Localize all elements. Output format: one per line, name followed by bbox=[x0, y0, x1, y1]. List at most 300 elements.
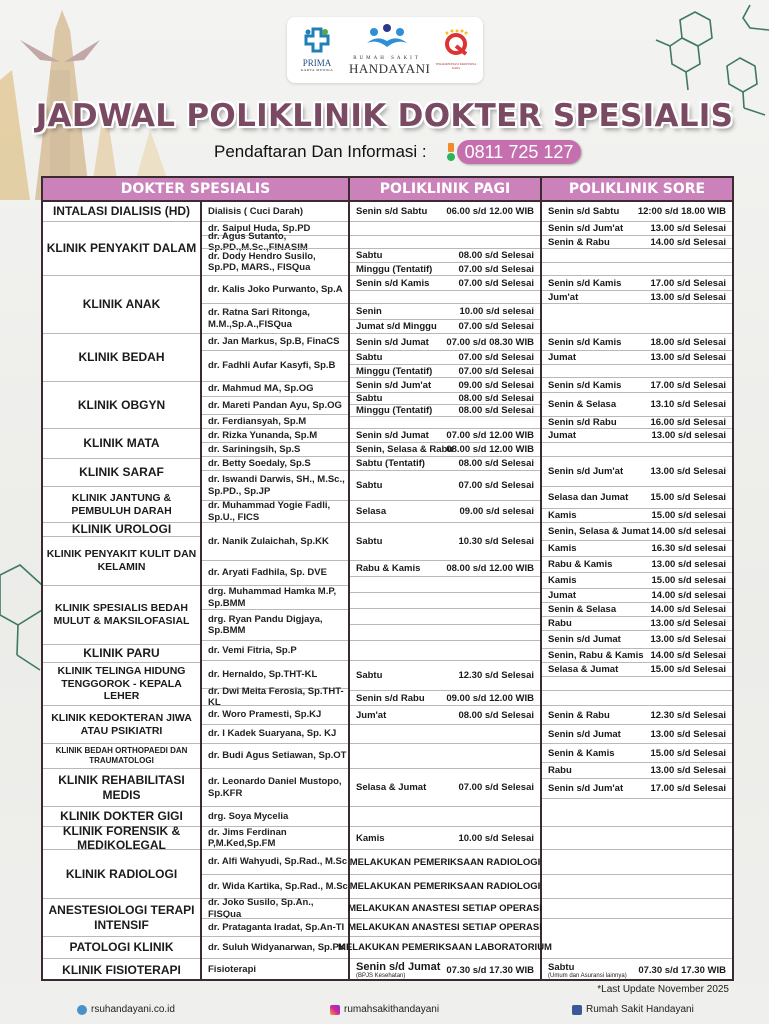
sore-day: Jumat bbox=[548, 430, 576, 441]
sore-day-cell bbox=[542, 540, 652, 556]
pagi-time-cell bbox=[460, 303, 540, 319]
doctor-name-cell bbox=[202, 874, 348, 898]
sore-day: Senin, Selasa & Jumat bbox=[548, 526, 650, 537]
sore-time-cell bbox=[652, 874, 732, 898]
pagi-time: 09.00 s/d selesai bbox=[459, 506, 534, 517]
sore-time-cell bbox=[652, 364, 732, 377]
pagi-time-cell bbox=[460, 500, 540, 522]
clinic-name: KLINIK JANTUNG & PEMBULUH DARAH bbox=[71, 491, 172, 517]
sore-day-cell bbox=[542, 428, 652, 442]
sore-time-cell bbox=[652, 508, 732, 522]
sore-time-cell bbox=[652, 662, 732, 676]
sore-day: Senin s/d Jum'at bbox=[548, 466, 624, 477]
doctor-name-cell bbox=[202, 560, 348, 585]
pagi-day-cell bbox=[350, 442, 460, 456]
clinic-name-cell bbox=[43, 662, 200, 705]
pagi-day-cell bbox=[350, 456, 460, 470]
pagi-day-cell bbox=[350, 416, 460, 428]
sore-time-cell bbox=[652, 540, 732, 556]
sore-time: 17.00 s/d Selesai bbox=[650, 277, 726, 289]
pagi-day: Sabtu bbox=[356, 670, 383, 681]
sore-time: 15.00 s/d selesai bbox=[651, 575, 726, 586]
pagi-day: Senin s/d Jum'at bbox=[356, 379, 432, 391]
sore-time-cell bbox=[652, 724, 732, 743]
sore-day: Senin s/d Jum'at bbox=[548, 783, 624, 794]
doctor-name: dr. Fadhli Aufar Kasyfi, Sp.B bbox=[208, 360, 336, 372]
doctor-name: drg. Ryan Pandu Digjaya, Sp.BMM bbox=[208, 613, 323, 636]
pagi-time-cell bbox=[446, 560, 540, 576]
sore-day-cell bbox=[542, 849, 652, 874]
sore-time: 16.30 s/d selesai bbox=[651, 543, 726, 554]
sore-time: 13.00 s/d Selesai bbox=[650, 223, 726, 234]
doctor-name-cell bbox=[202, 826, 348, 849]
doctor-name-cell bbox=[202, 585, 348, 609]
clinic-name: KLINIK TELINGA HIDUNG TENGGOROK - KEPALA LEHER bbox=[57, 665, 186, 703]
doctor-name: dr. I Kadek Suaryana, Sp. KJ bbox=[208, 728, 337, 740]
sore-day: Senin & Selasa bbox=[548, 399, 617, 410]
doctor-name: drg. Muhammad Hamka M.P, Sp.BMM bbox=[208, 586, 337, 609]
pagi-time-cell bbox=[460, 456, 540, 470]
doctor-name: dr. Jan Markus, Sp.B, FinaCS bbox=[208, 336, 340, 348]
doctor-name: dr. Jims Ferdinan P,M.Ked,Sp.FM bbox=[208, 826, 287, 849]
clinic-name-cell bbox=[43, 705, 200, 743]
sore-day-cell bbox=[542, 202, 652, 221]
pagi-time: 08.00 s/d Selesai bbox=[458, 250, 534, 261]
sore-day: Jumat bbox=[548, 352, 576, 363]
sore-day-cell bbox=[542, 690, 652, 705]
sore-time: 07.30 s/d 17.30 WIB bbox=[638, 964, 726, 976]
pagi-day-cell bbox=[350, 262, 460, 275]
doctor-name: dr. Leonardo Daniel Mustopo, Sp.KFR bbox=[208, 776, 342, 799]
doctor-name: dr. Sariningsih, Sp.S bbox=[208, 443, 301, 455]
doctor-name-cell bbox=[202, 442, 348, 456]
sore-time: 13.00 s/d Selesai bbox=[650, 291, 726, 303]
sore-time-cell bbox=[652, 602, 732, 616]
pagi-time-cell bbox=[460, 806, 540, 826]
pagi-day: Sabtu bbox=[356, 536, 383, 547]
sore-day-cell bbox=[542, 275, 652, 290]
pagi-day-cell bbox=[350, 319, 460, 333]
pagi-time-cell bbox=[460, 275, 540, 290]
pagi-day-cell bbox=[350, 743, 460, 768]
sore-day-cell bbox=[542, 705, 652, 724]
pagi-time: 07.00 s/d Selesai bbox=[458, 365, 534, 377]
pagi-time: 08.00 s/d 12.00 WIB bbox=[446, 563, 534, 574]
pagi-day-cell bbox=[350, 333, 460, 350]
clinic-name-cell bbox=[43, 743, 200, 768]
pagi-day: Jumat s/d Minggu bbox=[356, 321, 437, 332]
sore-time-cell bbox=[652, 275, 732, 290]
sore-day-cell bbox=[542, 235, 652, 248]
sore-day-cell bbox=[542, 350, 652, 364]
pagi-time-cell bbox=[460, 592, 540, 608]
pagi-time-cell bbox=[446, 442, 540, 456]
sore-day-cell bbox=[542, 248, 652, 262]
last-update-note: *Last Update November 2025 bbox=[597, 984, 729, 995]
sore-day: Kamis bbox=[548, 543, 577, 554]
sore-day-cell bbox=[542, 364, 652, 377]
pagi-day: Minggu (Tentatif) bbox=[356, 365, 433, 377]
logo-panel bbox=[287, 17, 483, 83]
doctor-name-cell bbox=[202, 660, 348, 688]
sore-time-cell bbox=[638, 958, 732, 981]
pagi-time: 09.00 s/d Selesai bbox=[458, 379, 534, 391]
pagi-day-cell bbox=[350, 806, 460, 826]
pagi-time: 09.00 s/d 12.00 WIB bbox=[446, 692, 534, 704]
sore-time: 13.00 s/d Selesai bbox=[650, 765, 726, 776]
doctor-name-cell bbox=[202, 898, 348, 918]
doctor-name: dr. Kalis Joko Purwanto, Sp.A bbox=[208, 283, 343, 295]
sore-day-cell bbox=[542, 676, 652, 690]
sore-time-cell bbox=[652, 826, 732, 849]
pagi-day-cell bbox=[350, 640, 460, 660]
pagi-time-cell bbox=[460, 364, 540, 377]
sore-day-cell bbox=[542, 762, 652, 778]
sore-day-wrap bbox=[548, 962, 627, 979]
clinic-name-cell bbox=[43, 823, 200, 852]
sore-time-cell bbox=[652, 392, 732, 416]
clinic-name: PATOLOGI KLINIK bbox=[69, 940, 174, 955]
pagi-time-cell bbox=[460, 624, 540, 640]
clinic-name: KLINIK MATA bbox=[83, 436, 160, 451]
sore-time-cell bbox=[652, 248, 732, 262]
pagi-note-cell bbox=[350, 849, 540, 874]
facebook-text: Rumah Sakit Handayani bbox=[586, 1004, 694, 1015]
pagi-time: 08.00 s/d 12.00 WIB bbox=[446, 444, 534, 455]
sore-time: 17.00 s/d Selesai bbox=[650, 783, 726, 794]
clinic-name: KLINIK DOKTER GIGI bbox=[60, 809, 183, 824]
pagi-time-cell bbox=[460, 416, 540, 428]
pagi-day: Minggu (Tentatif) bbox=[356, 263, 433, 275]
pagi-day-cell bbox=[350, 500, 460, 522]
doctor-name: dr. Saipul Huda, Sp.PD bbox=[208, 222, 311, 234]
sore-day-cell bbox=[542, 616, 652, 630]
clinic-name-cell bbox=[43, 275, 200, 333]
schedule-table bbox=[41, 176, 734, 981]
pagi-day: Senin s/d Sabtu bbox=[356, 206, 428, 217]
sore-day: Senin s/d Sabtu bbox=[548, 206, 620, 217]
clinic-name-cell bbox=[43, 898, 200, 936]
sore-time-cell bbox=[652, 377, 732, 392]
header-poliklinik-sore: POLIKLINIK SORE bbox=[542, 178, 732, 202]
pagi-day: Senin s/d Jumat bbox=[356, 961, 441, 973]
pagi-time: 07.00 s/d Selesai bbox=[458, 782, 534, 793]
pagi-day-cell bbox=[350, 624, 460, 640]
sore-time-cell bbox=[652, 303, 732, 333]
pagi-day-cell bbox=[350, 202, 460, 221]
sore-time: 14.00 s/d selesai bbox=[651, 526, 726, 537]
pagi-time: 12.30 s/d Selesai bbox=[458, 670, 534, 681]
sore-time: 15.00 s/d Selesai bbox=[650, 492, 726, 503]
sore-day: Senin s/d Rabu bbox=[548, 417, 617, 428]
pagi-day-cell bbox=[350, 608, 460, 624]
instagram-icon bbox=[330, 1005, 340, 1015]
pagi-time-cell bbox=[460, 768, 540, 806]
pagi-note-cell bbox=[350, 918, 540, 936]
website-text: rsuhandayani.co.id bbox=[91, 1004, 175, 1015]
sore-time: 15.00 s/d Selesai bbox=[650, 664, 726, 675]
doctor-name-cell bbox=[202, 640, 348, 660]
sore-day: Senin s/d Kamis bbox=[548, 277, 622, 289]
phone-number[interactable]: 0811 725 127 bbox=[457, 140, 581, 164]
sore-time: 12:00 s/d 18.00 WIB bbox=[637, 206, 726, 217]
sore-time-cell bbox=[652, 918, 732, 936]
sore-day-cell bbox=[542, 798, 652, 826]
doctor-name-cell bbox=[202, 414, 348, 428]
pagi-day-cell bbox=[350, 958, 460, 981]
instagram-text: rumahsakithandayani bbox=[344, 1004, 440, 1015]
clinic-name: ANESTESIOLOGI TERAPI INTENSIF bbox=[48, 903, 195, 932]
sore-time-cell bbox=[652, 350, 732, 364]
sore-day: Kamis bbox=[548, 575, 577, 586]
pagi-time-cell bbox=[446, 958, 540, 981]
pagi-day-wrap bbox=[356, 961, 440, 979]
sore-day: Senin s/d Jumat bbox=[548, 728, 621, 740]
clinic-name-cell bbox=[43, 768, 200, 806]
sore-time: 14.00 s/d Selesai bbox=[650, 650, 726, 661]
doctor-name: dr. Hernaldo, Sp.THT-KL bbox=[208, 668, 318, 680]
sore-time: 12.30 s/d Selesai bbox=[650, 709, 726, 721]
prima-logo bbox=[297, 27, 337, 72]
pagi-day-sub: (BPJS Kesehatan) bbox=[356, 973, 406, 979]
sore-time: 14.00 s/d selesai bbox=[651, 590, 726, 601]
pagi-day-cell bbox=[350, 377, 460, 392]
sore-time-cell bbox=[652, 676, 732, 690]
pagi-day-cell bbox=[350, 660, 460, 690]
accreditation-logo bbox=[433, 29, 479, 70]
doctor-name: dr. Prataganta Iradat, Sp.An-TI bbox=[208, 921, 345, 933]
doctor-name-cell bbox=[202, 743, 348, 768]
doctor-name-cell bbox=[202, 806, 348, 826]
doctor-name-cell bbox=[202, 230, 348, 253]
footer-facebook[interactable] bbox=[572, 1004, 694, 1015]
sore-day: Sabtu bbox=[548, 961, 575, 973]
pagi-time: 08.00 s/d Selesai bbox=[458, 405, 534, 416]
sore-day-cell bbox=[542, 630, 652, 648]
pagi-time-cell bbox=[446, 428, 540, 442]
pagi-day-cell bbox=[350, 392, 460, 404]
sore-time: 16.00 s/d Selesai bbox=[650, 417, 726, 428]
sore-time-cell bbox=[652, 290, 732, 303]
sore-time-cell bbox=[652, 588, 732, 602]
sore-time-cell bbox=[637, 202, 732, 221]
sore-time-cell bbox=[652, 572, 732, 588]
sore-day-cell bbox=[542, 662, 652, 676]
pagi-day: Senin s/d Kamis bbox=[356, 277, 430, 289]
clinic-name: INTALASI DIALISIS (HD) bbox=[52, 204, 191, 219]
pagi-time: 07.00 s/d Selesai bbox=[458, 263, 534, 275]
pagi-time-cell bbox=[460, 221, 540, 235]
accreditation-line1: TERAKREDITASI PARIPURNA bbox=[435, 62, 477, 66]
sore-time: 13.10 s/d Selesai bbox=[650, 399, 726, 410]
sore-time-cell bbox=[652, 556, 732, 572]
sore-time-cell bbox=[652, 486, 732, 508]
sore-day: Rabu & Kamis bbox=[548, 559, 613, 570]
pagi-note: MELAKUKAN PEMERIKSAAN RADIOLOGI bbox=[349, 881, 541, 892]
pagi-time: 10.00 s/d selesai bbox=[459, 306, 534, 317]
doctor-name: Dialisis ( Cuci Darah) bbox=[208, 205, 304, 217]
sore-day-cell bbox=[542, 456, 652, 486]
sore-time-cell bbox=[652, 416, 732, 428]
sore-day-cell bbox=[542, 303, 652, 333]
clinic-name: KLINIK ANAK bbox=[82, 297, 161, 312]
sore-day-cell bbox=[542, 522, 652, 540]
clinic-name: KLINIK REHABILITASI MEDIS bbox=[58, 773, 185, 802]
pagi-day-cell bbox=[350, 705, 460, 724]
pagi-day-cell bbox=[350, 724, 460, 743]
doctor-name-cell bbox=[202, 918, 348, 936]
doctor-name: dr. Budi Agus Setiawan, Sp.OT bbox=[208, 750, 347, 762]
pagi-day: Minggu (Tentatif) bbox=[356, 405, 433, 416]
doctor-name-cell bbox=[202, 522, 348, 560]
pagi-time-cell bbox=[460, 640, 540, 660]
sore-time: 13.00 s/d Selesai bbox=[650, 728, 726, 740]
doctor-name: dr. Mareti Pandan Ayu, Sp.OG bbox=[208, 399, 342, 411]
doctor-name-cell bbox=[202, 396, 348, 414]
sore-day-cell bbox=[542, 556, 652, 572]
pagi-time: 10.00 s/d Selesai bbox=[458, 832, 534, 844]
pagi-day: Sabtu bbox=[356, 352, 383, 363]
doctor-name-cell bbox=[202, 936, 348, 958]
doctor-name-cell bbox=[202, 456, 348, 470]
sore-day: Senin s/d Kamis bbox=[548, 379, 622, 391]
clinic-name-cell bbox=[43, 849, 200, 898]
doctor-name: dr. Alfi Wahyudi, Sp.Rad., M.Sc bbox=[208, 856, 348, 868]
footer-instagram[interactable] bbox=[330, 1004, 439, 1015]
sore-time-cell bbox=[652, 630, 732, 648]
pagi-day-cell bbox=[350, 522, 460, 560]
sore-time-cell bbox=[652, 221, 732, 235]
pagi-day-cell bbox=[350, 470, 460, 500]
doctor-name: Fisioterapi bbox=[208, 964, 257, 976]
pagi-day: Senin s/d Jumat bbox=[356, 430, 429, 441]
pagi-time-cell bbox=[460, 826, 540, 849]
doctor-name: dr. Nanik Zulaichah, Sp.KK bbox=[208, 535, 329, 547]
sore-day: Senin s/d Kamis bbox=[548, 336, 622, 348]
pagi-time: 07.30 s/d 17.30 WIB bbox=[446, 964, 534, 976]
pagi-time-cell bbox=[460, 377, 540, 392]
clinic-name: KLINIK PENYAKIT DALAM bbox=[46, 241, 197, 256]
doctor-name-cell bbox=[202, 724, 348, 743]
pagi-time-cell bbox=[460, 290, 540, 303]
pagi-time: 08.00 s/d Selesai bbox=[458, 709, 534, 721]
pagi-note-cell bbox=[350, 898, 540, 918]
pagi-day-cell bbox=[350, 303, 460, 319]
doctor-name-cell bbox=[202, 381, 348, 396]
pagi-note-cell bbox=[338, 936, 552, 958]
sore-day: Senin s/d Jumat bbox=[548, 634, 621, 645]
sore-day: Senin & Selasa bbox=[548, 604, 617, 615]
sore-day-cell bbox=[542, 778, 652, 798]
prima-name: PRIMA bbox=[302, 58, 332, 68]
doctor-name-cell bbox=[202, 333, 348, 350]
pagi-time-cell bbox=[460, 404, 540, 416]
pagi-time-cell bbox=[460, 576, 540, 592]
pagi-time-cell bbox=[460, 660, 540, 690]
clinic-name-cell bbox=[43, 585, 200, 644]
pagi-day-cell bbox=[350, 364, 460, 377]
sore-day-cell bbox=[542, 874, 652, 898]
pagi-day-cell bbox=[350, 826, 460, 849]
sore-day: Senin & Rabu bbox=[548, 236, 610, 248]
clinic-name: KLINIK SPESIALIS BEDAH MULUT & MAKSILOFASIAL bbox=[53, 602, 190, 627]
pagi-time: 07.00 s/d 12.00 WIB bbox=[446, 430, 534, 441]
sore-time-cell bbox=[652, 235, 732, 248]
facebook-icon bbox=[572, 1005, 582, 1015]
sore-day-cell bbox=[542, 221, 652, 235]
doctor-name-cell bbox=[202, 275, 348, 303]
handayani-name: HANDAYANI bbox=[349, 61, 431, 76]
sore-day-cell bbox=[542, 918, 652, 936]
pagi-time-cell bbox=[460, 235, 540, 248]
pagi-note: MELAKUKAN PEMERIKSAAN RADIOLOGI bbox=[349, 856, 541, 868]
sore-day: Senin, Rabu & Kamis bbox=[548, 650, 644, 661]
pagi-day-cell bbox=[350, 768, 460, 806]
pagi-day-cell bbox=[350, 221, 460, 235]
sore-day-cell bbox=[542, 377, 652, 392]
sore-time: 13.00 s/d Selesai bbox=[650, 352, 726, 363]
pagi-time: 08.00 s/d Selesai bbox=[458, 458, 534, 469]
doctor-name: dr. Aryati Fadhila, Sp. DVE bbox=[208, 567, 327, 579]
clinic-name: KLINIK SARAF bbox=[79, 465, 164, 480]
sore-day: Kamis bbox=[548, 510, 577, 521]
pagi-time-cell bbox=[460, 392, 540, 404]
sore-day-cell bbox=[542, 648, 652, 662]
sore-time: 13.00 s/d Selesai bbox=[650, 618, 726, 629]
sore-day-cell bbox=[542, 958, 652, 981]
pagi-time-cell bbox=[460, 705, 540, 724]
sore-day-cell bbox=[542, 572, 652, 588]
clinic-name-cell bbox=[43, 958, 200, 981]
accreditation-line2: KARS bbox=[451, 66, 460, 70]
pagi-note: MELAKUKAN PEMERIKSAAN LABORATORIUM bbox=[338, 942, 552, 953]
header-poliklinik-pagi: POLIKLINIK PAGI bbox=[350, 178, 540, 202]
clinic-name-cell bbox=[43, 522, 200, 536]
pagi-time-cell bbox=[460, 724, 540, 743]
pagi-day-cell bbox=[350, 576, 460, 592]
clinic-name: KLINIK BEDAH ORTHOPAEDI DAN TRAUMATOLOGI bbox=[55, 746, 188, 765]
pagi-time: 07.00 s/d 08.30 WIB bbox=[446, 336, 534, 348]
sore-day-cell bbox=[542, 486, 652, 508]
clinic-name-cell bbox=[43, 486, 200, 522]
doctor-name: dr. Mahmud MA, Sp.OG bbox=[208, 383, 314, 395]
doctor-name: dr. Suluh Widyanarwan, Sp.PK bbox=[208, 941, 346, 953]
sore-day: Jumat bbox=[548, 590, 576, 601]
pagi-time: 07.00 s/d Selesai bbox=[458, 321, 534, 332]
phone-whatsapp-icon bbox=[446, 142, 456, 162]
sore-day-cell bbox=[542, 392, 652, 416]
doctor-name-cell bbox=[202, 705, 348, 724]
clinic-name: KLINIK UROLOGI bbox=[71, 522, 172, 537]
sore-day-cell bbox=[542, 262, 652, 275]
sore-day-cell bbox=[542, 333, 652, 350]
pagi-time-cell bbox=[460, 608, 540, 624]
pagi-day-cell bbox=[350, 592, 460, 608]
pagi-day-cell bbox=[350, 690, 460, 705]
pagi-day-cell bbox=[350, 275, 460, 290]
pagi-day-cell bbox=[350, 235, 460, 248]
handayani-people-icon bbox=[365, 23, 409, 51]
sore-day-cell bbox=[542, 416, 652, 428]
footer-website[interactable] bbox=[77, 1004, 175, 1015]
pagi-note: MELAKUKAN ANASTESI SETIAP OPERASI bbox=[348, 903, 542, 914]
pagi-day-cell bbox=[350, 404, 460, 416]
pagi-day: Sabtu bbox=[356, 480, 383, 491]
pagi-time: 07.00 s/d Selesai bbox=[458, 277, 534, 289]
sore-time: 13.00 s/d selesai bbox=[651, 559, 726, 570]
sore-day-cell bbox=[542, 898, 652, 918]
molecule-decoration-left bbox=[0, 560, 45, 730]
